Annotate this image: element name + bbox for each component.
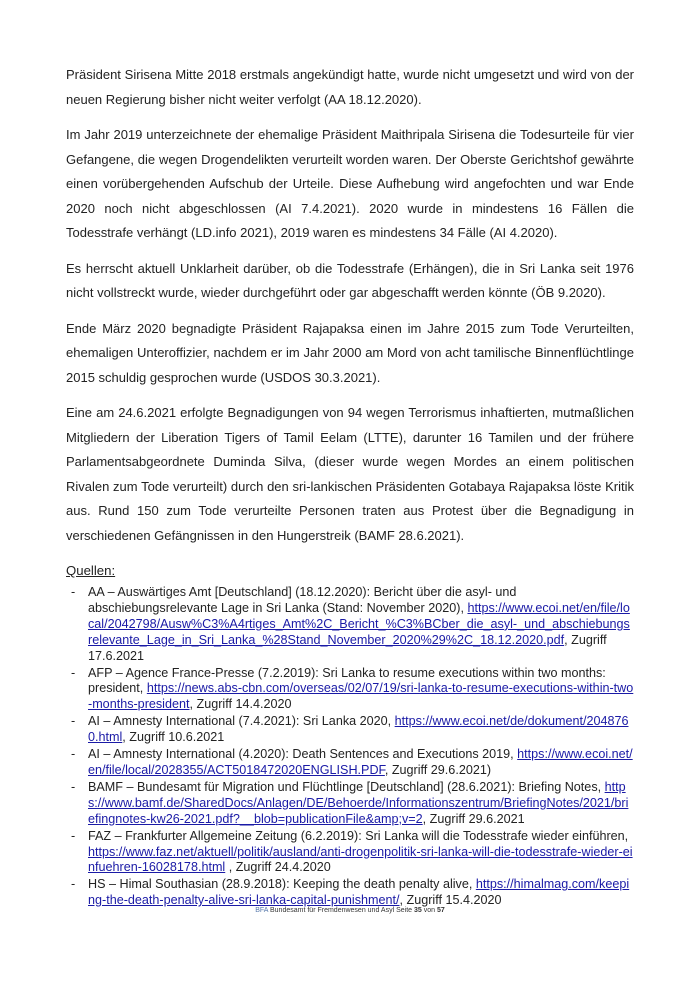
footer-page-current: 35 [414,907,422,914]
paragraph: Im Jahr 2019 unterzeichnete der ehemalige Präsident Maithripala Sirisena die Todesurteile für vier Gefangene, die wegen Drogendelikten verurteilt worden waren. Der Oberste Gerichtshof gewährte einen vorübergehenden Aufschub der Urteile. Diese Aufhebung wird angefochten und war Ende 2020 noch nicht abgeschlossen (AI 7.4.2021). 2020 wurde in mindestens 16 Fällen die Todesstrafe verhängt (LD.info 2021), 2019 waren es mindestens 34 Fälle (AI 4.2020). [66,127,634,240]
list-item [66,780,634,828]
paragraph: Ende März 2020 begnadigte Präsident Rajapaksa einen im Jahre 2015 zum Tode Verurteilten, ehemaligen Unteroffizier, nachdem er im Jahr 2000 am Mord von acht tamilische Binnenflüchtlinge 2015 schuldig gesprochen wurde (USDOS 30.3.2021). [66,320,634,385]
list-marker: - [71,665,76,680]
paragraph: Es herrscht aktuell Unklarheit darüber, ob die Todesstrafe (Erhängen), die in Sri Lanka seit 1976 nicht vollstreckt wurde, wieder durchgeführt oder gar abgeschafft werden könnte (ÖB 9.2020). [66,260,634,300]
list-marker: - [71,828,76,843]
source-text: AI – Amnesty International (4.2020): Death Sentences and Executions 2019, [88,747,518,762]
source-text: AI – Amnesty International (7.4.2021): Sri Lanka 2020, [88,714,395,729]
source-link[interactable]: https://www.faz.net/aktuell/politik/ausland/anti-drogenpolitik-sri-lanka-will-die-todesstrafe-wieder-einfuehren-16028178.html [88,844,633,875]
list-item [66,747,634,779]
source-text: AFP – Agence France-Presse (7.2.2019): Sri Lanka to resume executions within two months: president, [88,665,606,696]
source-link[interactable]: https://news.abs-cbn.com/overseas/02/07/19/sri-lanka-to-resume-executions-within-two-months-president [88,681,634,712]
sources-heading: Quellen: [66,563,116,578]
paragraph: Präsident Sirisena Mitte 2018 erstmals angekündigt hatte, wurde nicht umgesetzt und wird von der neuen Regierung bisher nicht weiter verfolgt (AA 18.12.2020). [66,67,634,107]
source-link[interactable]: https://www.ecoi.net/en/file/local/2028355/ACT5018472020ENGLISH.PDF [88,747,633,777]
source-text: HS – Himal Southasian (28.9.2018): Keeping the death penalty alive, [88,877,476,892]
list-item [66,585,634,665]
source-access: , Zugriff 14.4.2020 [189,697,292,712]
source-access: , Zugriff 10.6.2021 [122,730,225,745]
source-text: AA – Auswärtiges Amt [Deutschland] (18.12.2020): Bericht über die asyl- und abschiebungsrelevante Lage in Sri Lanka (Stand: November 2020), [88,585,517,615]
list-item [66,877,634,909]
source-text: BAMF – Bundesamt für Migration und Flüchtlinge [Deutschland] (28.6.2021): Briefing Notes, [88,779,605,794]
list-marker: - [71,585,76,599]
page-footer [0,907,700,914]
source-access: , Zugriff 29.6.2021 [422,811,525,826]
list-item [66,829,634,877]
list-marker: - [71,779,76,794]
footer-page-sep: von [423,907,436,914]
source-link[interactable]: https://www.ecoi.net/de/dokument/2048760.html [88,714,629,745]
sources-list [66,585,634,909]
list-marker: - [71,877,76,892]
list-item [66,666,634,714]
source-access: , Zugriff 17.6.2021 [88,632,607,663]
list-item [66,714,634,746]
document-body [66,63,634,910]
footer-page-total: 57 [437,907,445,914]
source-access: , Zugriff 29.6.2021) [384,762,492,777]
footer-org-abbr: BFA [255,907,269,914]
source-link[interactable]: https://himalmag.com/keeping-the-death-penalty-alive-sri-lanka-capital-punishment/ [88,877,630,908]
source-text: FAZ – Frankfurter Allgemeine Zeitung (6.2.2019): Sri Lanka will die Todesstrafe wieder einführen, [88,828,629,843]
footer-org-name: Bundesamt für Fremdenwesen und Asyl [270,907,395,914]
list-marker: - [71,714,76,729]
source-link[interactable]: https://www.bamf.de/SharedDocs/Anlagen/DE/Behoerde/Informationszentrum/BriefingNotes/2021/briefingnotes-kw26-2021.pdf?__blob=publicationFile&amp;v=2 [88,779,629,826]
footer-page-label: Seite [396,907,413,914]
paragraph: Eine am 24.6.2021 erfolgte Begnadigungen von 94 wegen Terrorismus inhaftierten, mutmaßlichen Mitgliedern der Liberation Tigers of Tamil Eelam (LTTE), darunter 16 Tamilen und der frühere Parlamentsabgeordnete Duminda Silva, (dieser wurde wegen Mordes an einem politischen Rivalen zum Tode verurteilt) durch den sri-lankischen Präsidenten Gotabaya Rajapaksa löste Kritik aus. Rund 150 zum Tode verurteilte Personen traten aus Protest über die Begnadigung in verschiedenen Gefängnissen in den Hungerstreik (BAMF 28.6.2021). [66,405,634,543]
source-link[interactable]: https://www.ecoi.net/en/file/local/2042798/Ausw%C3%A4rtiges_Amt%2C_Bericht_%C3%BCber_die_asyl-_und_abschiebungsrelevante_Lage_in_Sri_Lanka_%28Stand_November_2020%29%2C_18.12.2020.pdf [88,600,630,647]
source-access: , Zugriff 15.4.2020 [399,893,502,908]
list-marker: - [71,747,76,762]
source-access: , Zugriff 24.4.2020 [225,860,331,875]
